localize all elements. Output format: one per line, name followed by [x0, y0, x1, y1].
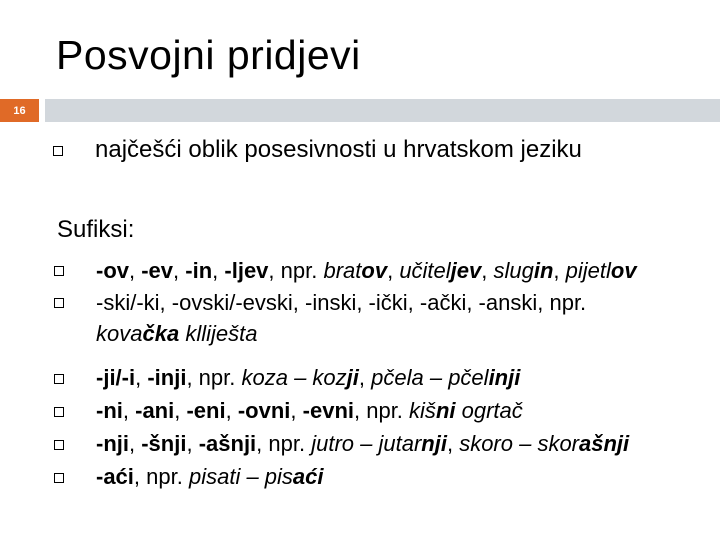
text: , — [446, 431, 460, 456]
text: , — [186, 431, 199, 456]
suffix-bullet-3 — [96, 365, 520, 391]
example-word: kiš — [409, 398, 436, 423]
section-label: Sufiksi: — [57, 216, 135, 243]
example-suffix: jev — [450, 258, 482, 283]
text: , — [174, 398, 187, 423]
title-divider-bar — [45, 99, 720, 122]
text: , — [225, 398, 238, 423]
suffix: -ni — [96, 398, 123, 423]
text: , — [135, 365, 148, 390]
text: -ski/-ki, -ovski/-evski, -inski, -ički, -ački, -anski, npr. — [96, 290, 587, 315]
square-bullet-icon — [54, 374, 64, 384]
suffix: -ev — [141, 258, 174, 283]
slide-number-badge: 16 — [0, 99, 39, 122]
example-word: brat — [323, 258, 362, 283]
suffix: -evni — [302, 398, 354, 423]
example-word: koza – koz — [241, 365, 347, 390]
text: , — [481, 258, 494, 283]
text: , — [290, 398, 303, 423]
text: , npr. — [354, 398, 410, 423]
suffix: -inji — [147, 365, 187, 390]
square-bullet-icon — [54, 266, 64, 276]
text: , — [553, 258, 566, 283]
example-word: učitel — [399, 258, 451, 283]
text: , — [129, 258, 142, 283]
square-bullet-icon — [53, 146, 63, 156]
example-word: pijetl — [565, 258, 611, 283]
square-bullet-icon — [54, 473, 64, 483]
square-bullet-icon — [54, 298, 64, 308]
suffix: -aći — [96, 464, 134, 489]
example-word: ogrtač — [455, 398, 523, 423]
text: , — [212, 258, 225, 283]
suffix: -ljev — [224, 258, 269, 283]
text: , — [129, 431, 142, 456]
suffix: -šnji — [141, 431, 187, 456]
example-suffix: ov — [361, 258, 388, 283]
example-suffix: nji — [421, 431, 447, 456]
example-suffix: čka — [142, 321, 180, 346]
example-suffix: in — [533, 258, 554, 283]
example-word: skoro – skor — [459, 431, 580, 456]
suffix-bullet-1 — [96, 258, 637, 284]
square-bullet-icon — [54, 440, 64, 450]
text: , — [387, 258, 400, 283]
suffix-bullet-2-continuation — [96, 321, 257, 347]
suffix: -ani — [135, 398, 175, 423]
suffix: -ašnji — [198, 431, 257, 456]
suffix: -eni — [186, 398, 226, 423]
example-suffix: ji — [346, 365, 359, 390]
example-suffix: inji — [488, 365, 521, 390]
text: , — [358, 365, 372, 390]
text: , npr. — [133, 464, 189, 489]
example-word: pisati – pis — [188, 464, 293, 489]
text: , npr. — [268, 258, 324, 283]
example-suffix: ašnji — [579, 431, 630, 456]
square-bullet-icon — [54, 407, 64, 417]
example-word: jutro – jutar — [311, 431, 422, 456]
example-suffix: aći — [292, 464, 324, 489]
text: , — [122, 398, 136, 423]
example-word: kova — [96, 321, 143, 346]
example-word: slug — [493, 258, 534, 283]
main-bullet-text: najčešći oblik posesivnosti u hrvatskom jeziku — [95, 136, 582, 163]
slide-title: Posvojni pridjevi — [56, 32, 361, 78]
suffix-bullet-4 — [96, 398, 523, 424]
text: , — [173, 258, 186, 283]
text: , npr. — [186, 365, 242, 390]
suffix: -nji — [96, 431, 129, 456]
suffix: -ov — [96, 258, 129, 283]
suffix-bullet-5 — [96, 431, 629, 457]
suffix: -ovni — [237, 398, 291, 423]
suffix: -ji/-i — [96, 365, 136, 390]
example-word: pčela – pčel — [371, 365, 489, 390]
suffix-bullet-6 — [96, 464, 324, 490]
suffix: -in — [185, 258, 213, 283]
example-word: klliješta — [179, 321, 258, 346]
suffix-bullet-2 — [96, 290, 586, 316]
text: , npr. — [256, 431, 312, 456]
example-suffix: ni — [435, 398, 456, 423]
example-suffix: ov — [610, 258, 637, 283]
